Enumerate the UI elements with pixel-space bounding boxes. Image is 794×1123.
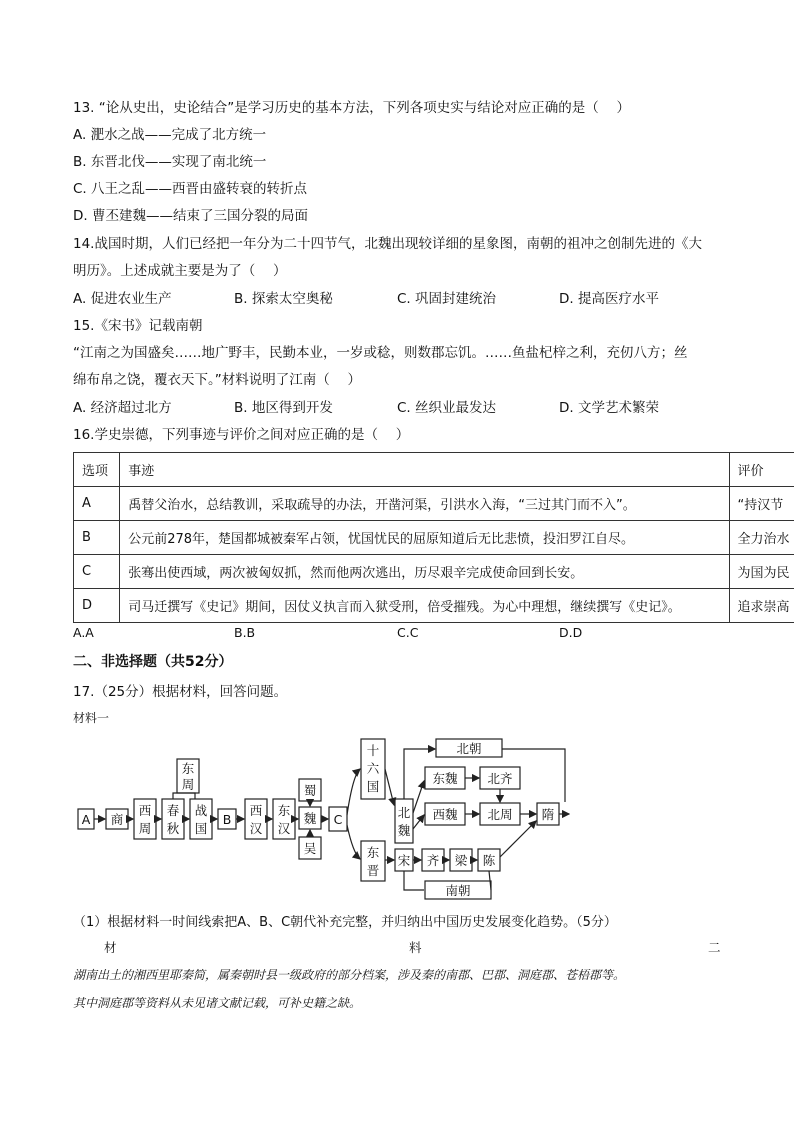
table-row bbox=[74, 521, 794, 555]
q13-option-a: A. 淝水之战——完成了北方统一 bbox=[73, 127, 267, 143]
table-row bbox=[74, 589, 794, 623]
q14-option-a: A. 促进农业生产 bbox=[73, 291, 172, 307]
q14-option-c: C. 巩固封建统治 bbox=[397, 291, 497, 307]
q16-option-a: A.A bbox=[73, 625, 94, 640]
q14-stem-line1: 14.战国时期，人们已经把一年分为二十四节气，北魏出现较详细的星象图，南朝的祖冲之创制先进的《大 bbox=[73, 236, 702, 252]
dynasty-sui: 隋 bbox=[541, 807, 555, 822]
dynasty-chen: 陈 bbox=[482, 853, 496, 868]
dynasty-qi: 齐 bbox=[426, 853, 440, 868]
q17-sub1: （1）根据材料一时间线索把A、B、C朝代补充完整，并归纳出中国历史发展变化趋势。（5分） bbox=[73, 915, 617, 930]
q17-stem: 17.（25分）根据材料，回答问题。 bbox=[73, 684, 288, 700]
dynasty-xizhou-1: 西 bbox=[138, 803, 152, 818]
dynasty-liang: 梁 bbox=[454, 853, 468, 868]
table-header-evaluation: 评价 bbox=[729, 453, 794, 487]
dynasty-xizhou-2: 周 bbox=[138, 821, 152, 836]
material2-line2: 其中洞庭郡等资料从未见诸文献记载，可补史籍之缺。 bbox=[73, 996, 362, 1010]
dynasty-dongwei: 东魏 bbox=[432, 771, 458, 786]
dynasty-a: A bbox=[81, 812, 91, 827]
q13-option-b: B. 东晋北伐——实现了南北统一 bbox=[73, 154, 267, 170]
table-cell-option: D bbox=[74, 589, 120, 623]
table-row bbox=[74, 555, 794, 589]
dynasty-shiliuguo-3: 国 bbox=[366, 779, 380, 794]
dynasty-b: B bbox=[222, 812, 232, 827]
table-header-option: 选项 bbox=[74, 453, 120, 487]
table-cell-event: 公元前278年，楚国都城被秦军占领，忧国忧民的屈原知道后无比悲愤，投汨罗江自尽。 bbox=[120, 521, 729, 555]
q13-stem: 13. “论从史出，史论结合”是学习历史的基本方法，下列各项史实与结论对应正确的是（ ） bbox=[73, 100, 631, 116]
dynasty-chunqiu-2: 秋 bbox=[166, 821, 180, 836]
q16-option-c: C.C bbox=[397, 625, 419, 640]
table-row bbox=[74, 487, 794, 521]
table-cell-evaluation: 全力治水 bbox=[729, 521, 794, 555]
table-header-row bbox=[74, 453, 794, 487]
q16-stem: 16.学史崇德，下列事迹与评价之间对应正确的是（ ） bbox=[73, 427, 410, 443]
timeline-diagram bbox=[70, 735, 580, 903]
dynasty-zhanguo-2: 国 bbox=[194, 821, 208, 836]
dynasty-shiliuguo-2: 六 bbox=[366, 761, 380, 776]
q15-option-c: C. 丝织业最发达 bbox=[397, 400, 497, 416]
dynasty-shu: 蜀 bbox=[303, 783, 317, 798]
table-cell-event: 司马迁撰写《史记》期间，因仗义执言而入狱受刑，倍受摧残。为心中理想，继续撰写《史记》。 bbox=[120, 589, 729, 623]
dynasty-zhanguo-1: 战 bbox=[194, 803, 208, 818]
q15-option-a: A. 经济超过北方 bbox=[73, 400, 172, 416]
q14-stem-line2: 明历》。上述成就主要是为了（ ） bbox=[73, 263, 287, 279]
q15-quote-line2: 绵布帛之饶，覆衣天下。”材料说明了江南（ ） bbox=[73, 372, 362, 388]
dynasty-c: C bbox=[333, 812, 343, 827]
dynasty-shang: 商 bbox=[110, 812, 124, 827]
dynasty-donghan-2: 汉 bbox=[277, 821, 291, 836]
dynasty-wei: 魏 bbox=[303, 811, 317, 826]
q16-option-b: B.B bbox=[234, 625, 256, 640]
material2-label-b: 料 bbox=[409, 940, 422, 955]
dynasty-nanchao: 南朝 bbox=[445, 883, 471, 898]
material2-label-c: 二 bbox=[708, 940, 721, 955]
dynasty-beichao: 北朝 bbox=[456, 741, 482, 756]
q13-option-c: C. 八王之乱——西晋由盛转衰的转折点 bbox=[73, 181, 308, 197]
dynasty-wu: 吴 bbox=[303, 841, 317, 856]
dynasty-dongzhou-2: 周 bbox=[181, 777, 195, 792]
material2-label-a: 材 bbox=[104, 940, 117, 955]
dynasty-dongjin-1: 东 bbox=[366, 845, 380, 860]
q16-table bbox=[73, 452, 794, 623]
table-cell-option: C bbox=[74, 555, 120, 589]
q15-quote-line1: “江南之为国盛矣……地广野丰，民勤本业，一岁或稔，则数郡忘饥。……鱼盐杞梓之利，充仞八方；丝 bbox=[73, 345, 688, 361]
q14-option-d: D. 提高医疗水平 bbox=[559, 291, 659, 307]
table-cell-event: 禹替父治水，总结教训，采取疏导的办法，开凿河渠，引洪水入海，“三过其门而不入”。 bbox=[120, 487, 729, 521]
material2-line1: 湖南出土的湘西里耶秦简，属秦朝时县一级政府的部分档案，涉及秦的南郡、巴郡、洞庭郡、苍梧郡等。 bbox=[73, 968, 626, 982]
table-cell-option: B bbox=[74, 521, 120, 555]
dynasty-xiwei: 西魏 bbox=[432, 807, 458, 822]
q13-option-d: D. 曹丕建魏——结束了三国分裂的局面 bbox=[73, 208, 308, 224]
dynasty-chunqiu-1: 春 bbox=[166, 803, 180, 818]
q16-option-d: D.D bbox=[559, 625, 583, 640]
dynasty-shiliuguo-1: 十 bbox=[366, 743, 380, 758]
material1-label: 材料一 bbox=[73, 711, 110, 725]
q14-option-b: B. 探索太空奥秘 bbox=[234, 291, 333, 307]
dynasty-xihan-1: 西 bbox=[249, 803, 263, 818]
table-cell-evaluation: 为国为民 bbox=[729, 555, 794, 589]
dynasty-xihan-2: 汉 bbox=[249, 821, 263, 836]
q15-option-d: D. 文学艺术繁荣 bbox=[559, 400, 659, 416]
q15-stem: 15.《宋书》记载南朝 bbox=[73, 318, 203, 334]
dynasty-dongjin-2: 晋 bbox=[366, 863, 380, 878]
table-cell-event: 张骞出使西域，两次被匈奴抓，然而他两次逃出，历尽艰辛完成使命回到长安。 bbox=[120, 555, 729, 589]
table-header-event: 事迹 bbox=[120, 453, 729, 487]
dynasty-beiwei-2: 魏 bbox=[397, 823, 411, 838]
q15-option-b: B. 地区得到开发 bbox=[234, 400, 333, 416]
table-cell-option: A bbox=[74, 487, 120, 521]
table-cell-evaluation: “持汉节 bbox=[729, 487, 794, 521]
dynasty-beiqi: 北齐 bbox=[487, 771, 513, 786]
dynasty-song: 宋 bbox=[397, 853, 411, 868]
table-cell-evaluation: 追求崇高 bbox=[729, 589, 794, 623]
dynasty-donghan-1: 东 bbox=[277, 803, 291, 818]
dynasty-beizhou: 北周 bbox=[487, 807, 513, 822]
section-title: 二、非选择题（共52分） bbox=[73, 654, 233, 670]
dynasty-beiwei-1: 北 bbox=[397, 805, 411, 820]
dynasty-dongzhou-1: 东 bbox=[181, 761, 195, 776]
